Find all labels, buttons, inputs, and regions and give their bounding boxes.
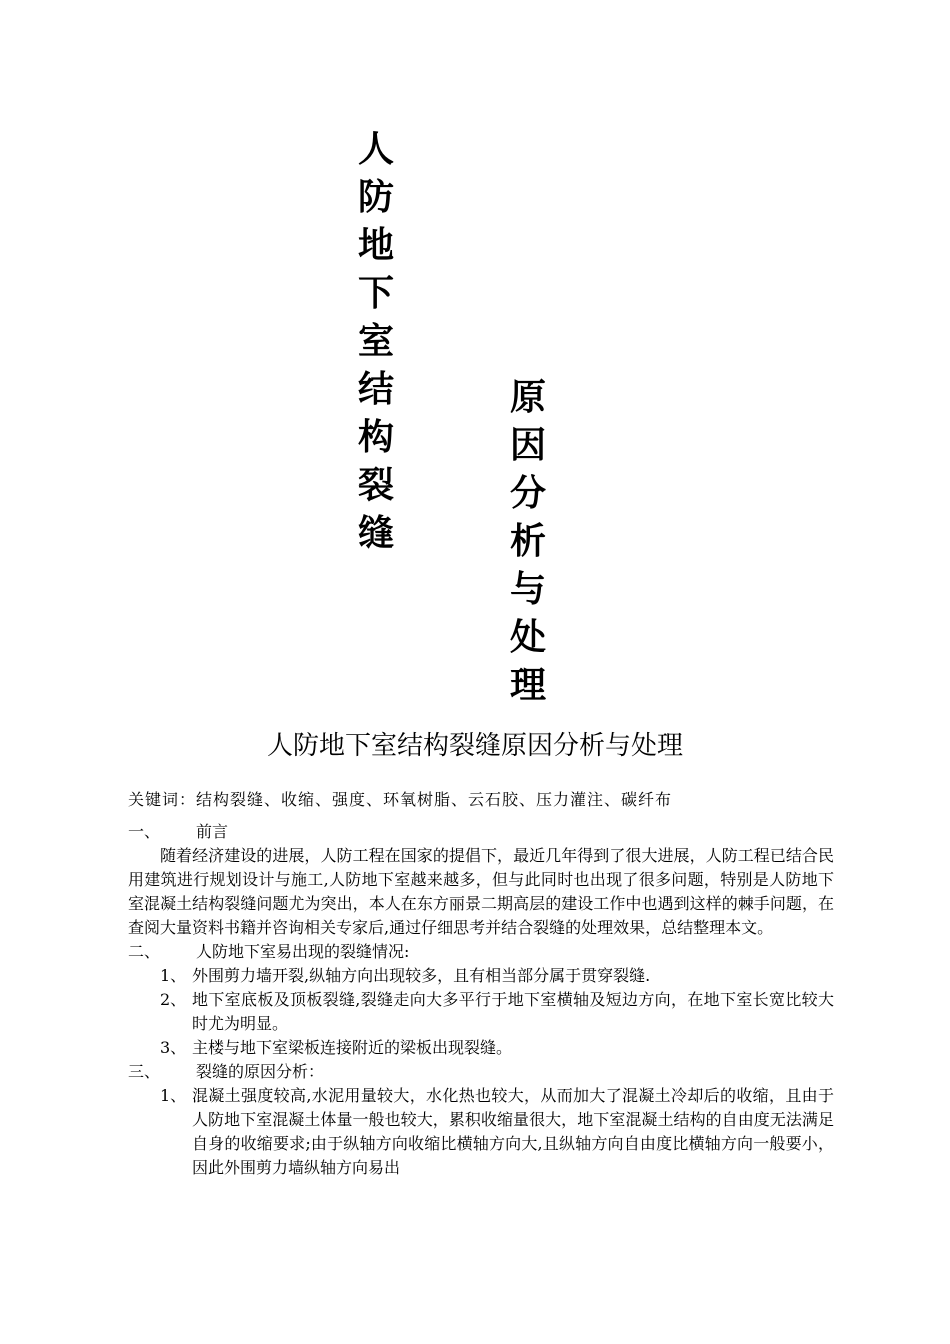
list-item <box>128 964 834 988</box>
cover-char: 缝 <box>357 513 394 554</box>
cover-char: 理 <box>509 665 546 706</box>
section-number: 二、 <box>128 942 161 961</box>
list-item-number: 3、 <box>160 1038 187 1057</box>
section-heading <box>128 940 834 964</box>
section-title: 人防地下室易出现的裂缝情况: <box>196 942 410 961</box>
document-title: 人防地下室结构裂缝原因分析与处理 <box>266 731 683 761</box>
cover-title-left-column <box>348 126 404 558</box>
cover-char: 因 <box>509 425 546 466</box>
section-number: 三、 <box>128 1062 161 1081</box>
section-number: 一、 <box>128 822 161 841</box>
cover-char: 原 <box>509 377 546 418</box>
intro-paragraph: 随着经济建设的进展，人防工程在国家的提倡下，最近几年得到了很大进展，人防工程已结合民用建筑进行规划设计与施工,人防地下室越来越多，但与此同时也出现了很多问题，特别是人防地下室混凝土结构裂缝问题尤为突出，本人在东方丽景二期高层的建设工作中也遇到这样的棘手问题，在查阅大量资料书籍并咨询相关专家后,通过仔细思考并结合裂缝的处理效果，总结整理本文。 <box>128 846 834 937</box>
list-item-text: 外围剪力墙开裂,纵轴方向出现较多，且有相当部分属于贯穿裂缝. <box>192 966 651 985</box>
cover-char: 析 <box>509 521 546 562</box>
section-heading <box>128 820 834 844</box>
section-heading <box>128 1060 834 1084</box>
cover-char: 与 <box>509 569 546 610</box>
list-item-text: 混凝土强度较高,水泥用量较大，水化热也较大，从而加大了混凝土冷却后的收缩，且由于人防地下室混凝土体量一般也较大，累积收缩量很大，地下室混凝土结构的自由度无法满足自身的收缩要求;由于纵轴方向收缩比横轴方向大,且纵轴方向自由度比横轴方向一般要小，因此外围剪力墙纵轴方向易出 <box>192 1086 834 1177</box>
document-body <box>128 820 834 1180</box>
cover-char: 裂 <box>357 465 394 506</box>
section-title: 裂缝的原因分析： <box>196 1062 325 1081</box>
list-item-number: 2、 <box>160 990 187 1009</box>
list-item <box>128 1036 834 1060</box>
list-item-number: 1、 <box>160 1086 187 1105</box>
cover-char: 结 <box>357 369 394 410</box>
cover-char: 处 <box>509 617 546 658</box>
list-item-number: 1、 <box>160 966 187 985</box>
cover-char: 分 <box>509 473 546 514</box>
cover-char: 室 <box>357 321 394 362</box>
section-title: 前言 <box>196 822 229 841</box>
list-item <box>128 988 834 1036</box>
keywords-line: 关键词：结构裂缝、收缩、强度、环氧树脂、云石胶、压力灌注、碳纤布 <box>128 790 673 809</box>
list-item-text: 地下室底板及顶板裂缝,裂缝走向大多平行于地下室横轴及短边方向，在地下室长宽比较大时尤为明显。 <box>192 990 834 1033</box>
cover-char: 地 <box>357 225 394 266</box>
cover-char: 构 <box>357 417 394 458</box>
list-item-text: 主楼与地下室梁板连接附近的梁板出现裂缝。 <box>192 1038 513 1057</box>
cover-title-right-column <box>500 374 556 710</box>
list-item <box>128 1084 834 1180</box>
cover-char: 人 <box>357 129 394 170</box>
cover-char: 下 <box>357 273 394 314</box>
cover-char: 防 <box>357 177 394 218</box>
